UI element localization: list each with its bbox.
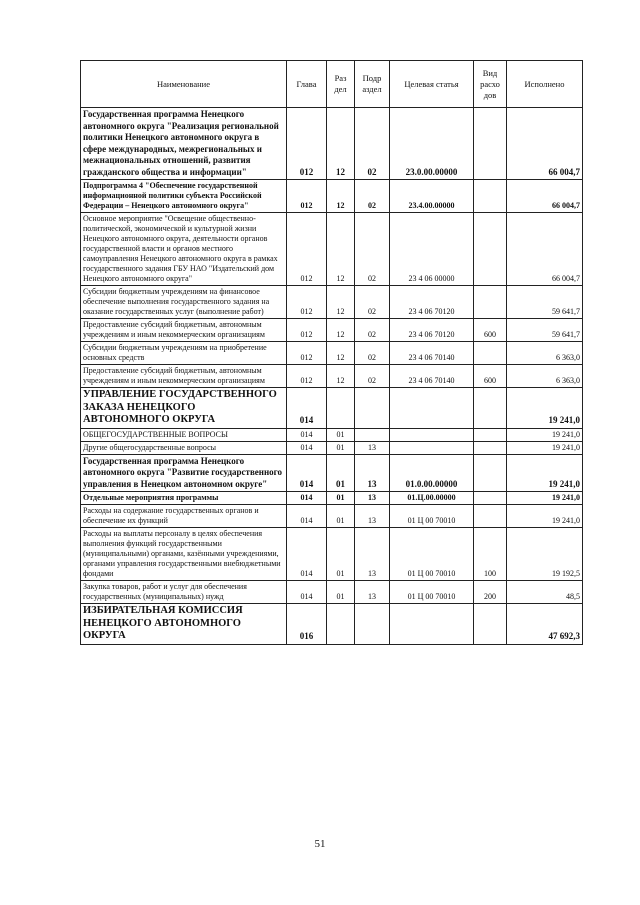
row-expense-type xyxy=(474,388,507,429)
row-expense-type xyxy=(474,492,507,505)
row-subsection: 13 xyxy=(355,441,390,454)
row-name: Подпрограмма 4 "Обеспечение государственной информационной политики субъекта Российской Федерации – Ненецкого автономного округа" xyxy=(81,180,287,213)
row-expense-type xyxy=(474,342,507,365)
row-section: 12 xyxy=(327,342,355,365)
row-name: УПРАВЛЕНИЕ ГОСУДАРСТВЕННОГО ЗАКАЗА НЕНЕЦКОГО АВТОНОМНОГО ОКРУГА xyxy=(81,388,287,429)
table-row xyxy=(81,428,583,441)
row-executed: 19 241,0 xyxy=(507,441,583,454)
row-target: 01 Ц 00 70010 xyxy=(390,505,474,528)
table-row xyxy=(81,319,583,342)
row-expense-type: 100 xyxy=(474,528,507,581)
col-header-target: Целевая статья xyxy=(390,61,474,108)
row-chapter: 012 xyxy=(287,213,327,286)
row-subsection: 02 xyxy=(355,319,390,342)
row-section: 01 xyxy=(327,428,355,441)
budget-execution-table xyxy=(80,60,583,645)
table-row xyxy=(81,528,583,581)
row-chapter: 012 xyxy=(287,286,327,319)
row-target: 01 Ц 00 70010 xyxy=(390,581,474,604)
row-section: 12 xyxy=(327,180,355,213)
table-row xyxy=(81,492,583,505)
row-executed: 66 004,7 xyxy=(507,180,583,213)
row-subsection: 13 xyxy=(355,454,390,492)
row-chapter: 016 xyxy=(287,604,327,645)
row-name: Расходы на содержание государственных органов и обеспечение их функций xyxy=(81,505,287,528)
row-name: Государственная программа Ненецкого автономного округа "Реализация региональной политики Ненецкого автономного округа в сфере международных, межрегиональных и межнациональных отношений, развития гражданского общества и информации" xyxy=(81,108,287,180)
row-expense-type xyxy=(474,505,507,528)
row-chapter: 014 xyxy=(287,505,327,528)
row-name: Основное мероприятие "Освещение общественно-политической, экономической и культурной жизни Ненецкого автономного округа, деятельности органов государственной власти и органов местного самоуправления Ненецкого автономного округа в рамках государственного задания ГБУ НАО "Издательский дом Ненецкого автономного округа" xyxy=(81,213,287,286)
row-target: 23 4 06 70140 xyxy=(390,365,474,388)
row-executed: 59 641,7 xyxy=(507,319,583,342)
col-header-executed: Исполнено xyxy=(507,61,583,108)
page-number: 51 xyxy=(314,838,326,850)
row-expense-type xyxy=(474,454,507,492)
row-target xyxy=(390,388,474,429)
row-name: Государственная программа Ненецкого автономного округа "Развитие государственного управления в Ненецком автономном округе" xyxy=(81,454,287,492)
row-expense-type xyxy=(474,213,507,286)
col-header-chapter: Глава xyxy=(287,61,327,108)
row-target: 23.4.00.00000 xyxy=(390,180,474,213)
row-subsection: 13 xyxy=(355,528,390,581)
row-executed: 6 363,0 xyxy=(507,342,583,365)
row-executed: 19 241,0 xyxy=(507,454,583,492)
row-name: Расходы на выплаты персоналу в целях обеспечения выполнения функций государственными (муниципальными) органами, казёнными учреждениями, органами управления государственными внебюджетными фондами xyxy=(81,528,287,581)
table-row xyxy=(81,441,583,454)
col-header-name: Наименование xyxy=(81,61,287,108)
row-name: Предоставление субсидий бюджетным, автономным учреждениям и иным некоммерческим организациям xyxy=(81,319,287,342)
row-expense-type: 600 xyxy=(474,365,507,388)
col-header-section: Раз дел xyxy=(327,61,355,108)
row-section: 01 xyxy=(327,492,355,505)
row-target xyxy=(390,441,474,454)
row-expense-type xyxy=(474,286,507,319)
row-executed: 48,5 xyxy=(507,581,583,604)
row-subsection: 02 xyxy=(355,365,390,388)
row-expense-type: 200 xyxy=(474,581,507,604)
row-subsection: 02 xyxy=(355,213,390,286)
row-section: 12 xyxy=(327,365,355,388)
row-subsection xyxy=(355,604,390,645)
row-target: 23 4 06 70140 xyxy=(390,342,474,365)
row-target: 23 4 06 00000 xyxy=(390,213,474,286)
row-chapter: 014 xyxy=(287,441,327,454)
row-subsection: 02 xyxy=(355,180,390,213)
row-subsection: 02 xyxy=(355,342,390,365)
row-target xyxy=(390,428,474,441)
row-chapter: 012 xyxy=(287,342,327,365)
table-row xyxy=(81,604,583,645)
row-section: 01 xyxy=(327,454,355,492)
row-executed: 19 241,0 xyxy=(507,388,583,429)
row-expense-type xyxy=(474,428,507,441)
row-name: ОБЩЕГОСУДАРСТВЕННЫЕ ВОПРОСЫ xyxy=(81,428,287,441)
row-expense-type xyxy=(474,180,507,213)
row-chapter: 012 xyxy=(287,319,327,342)
row-section: 01 xyxy=(327,505,355,528)
row-name: Закупка товаров, работ и услуг для обеспечения государственных (муниципальных) нужд xyxy=(81,581,287,604)
row-target: 01 Ц 00 70010 xyxy=(390,528,474,581)
row-expense-type xyxy=(474,604,507,645)
row-executed: 66 004,7 xyxy=(507,108,583,180)
row-target: 23 4 06 70120 xyxy=(390,286,474,319)
col-header-subsection: Подр аздел xyxy=(355,61,390,108)
row-chapter: 014 xyxy=(287,581,327,604)
row-target xyxy=(390,604,474,645)
row-subsection: 02 xyxy=(355,286,390,319)
table-row xyxy=(81,213,583,286)
row-target: 01.0.00.00000 xyxy=(390,454,474,492)
table-header-row xyxy=(81,61,583,108)
row-section: 12 xyxy=(327,213,355,286)
row-section: 01 xyxy=(327,441,355,454)
row-section xyxy=(327,388,355,429)
row-chapter: 014 xyxy=(287,454,327,492)
table-row xyxy=(81,180,583,213)
row-executed: 59 641,7 xyxy=(507,286,583,319)
row-target: 23 4 06 70120 xyxy=(390,319,474,342)
table-row xyxy=(81,581,583,604)
row-executed: 47 692,3 xyxy=(507,604,583,645)
row-subsection: 02 xyxy=(355,108,390,180)
row-name: Субсидии бюджетным учреждениям на приобретение основных средств xyxy=(81,342,287,365)
row-executed: 19 192,5 xyxy=(507,528,583,581)
row-section: 12 xyxy=(327,108,355,180)
row-name: Субсидии бюджетным учреждениям на финансовое обеспечение выполнения государственного задания на оказание государственных услуг (выполнение работ) xyxy=(81,286,287,319)
row-executed: 19 241,0 xyxy=(507,428,583,441)
row-section: 01 xyxy=(327,581,355,604)
row-executed: 6 363,0 xyxy=(507,365,583,388)
row-target: 01.Ц.00.00000 xyxy=(390,492,474,505)
row-chapter: 014 xyxy=(287,428,327,441)
table-row xyxy=(81,286,583,319)
table-row xyxy=(81,454,583,492)
row-chapter: 014 xyxy=(287,492,327,505)
table-row xyxy=(81,388,583,429)
table-row xyxy=(81,108,583,180)
col-header-expense-type: Вид расхо дов xyxy=(474,61,507,108)
row-name: ИЗБИРАТЕЛЬНАЯ КОМИССИЯ НЕНЕЦКОГО АВТОНОМНОГО ОКРУГА xyxy=(81,604,287,645)
row-chapter: 012 xyxy=(287,180,327,213)
row-chapter: 014 xyxy=(287,388,327,429)
row-executed: 66 004,7 xyxy=(507,213,583,286)
row-chapter: 014 xyxy=(287,528,327,581)
row-subsection xyxy=(355,388,390,429)
table-row xyxy=(81,342,583,365)
row-expense-type xyxy=(474,441,507,454)
row-expense-type xyxy=(474,108,507,180)
row-subsection xyxy=(355,428,390,441)
row-subsection: 13 xyxy=(355,492,390,505)
row-section: 12 xyxy=(327,286,355,319)
row-executed: 19 241,0 xyxy=(507,492,583,505)
row-chapter: 012 xyxy=(287,108,327,180)
row-executed: 19 241,0 xyxy=(507,505,583,528)
row-section xyxy=(327,604,355,645)
table-row xyxy=(81,365,583,388)
row-subsection: 13 xyxy=(355,505,390,528)
row-section: 12 xyxy=(327,319,355,342)
row-target: 23.0.00.00000 xyxy=(390,108,474,180)
row-expense-type: 600 xyxy=(474,319,507,342)
row-name: Другие общегосударственные вопросы xyxy=(81,441,287,454)
row-chapter: 012 xyxy=(287,365,327,388)
row-name: Отдельные мероприятия программы xyxy=(81,492,287,505)
table-row xyxy=(81,505,583,528)
row-section: 01 xyxy=(327,528,355,581)
row-subsection: 13 xyxy=(355,581,390,604)
row-name: Предоставление субсидий бюджетным, автономным учреждениям и иным некоммерческим организациям xyxy=(81,365,287,388)
